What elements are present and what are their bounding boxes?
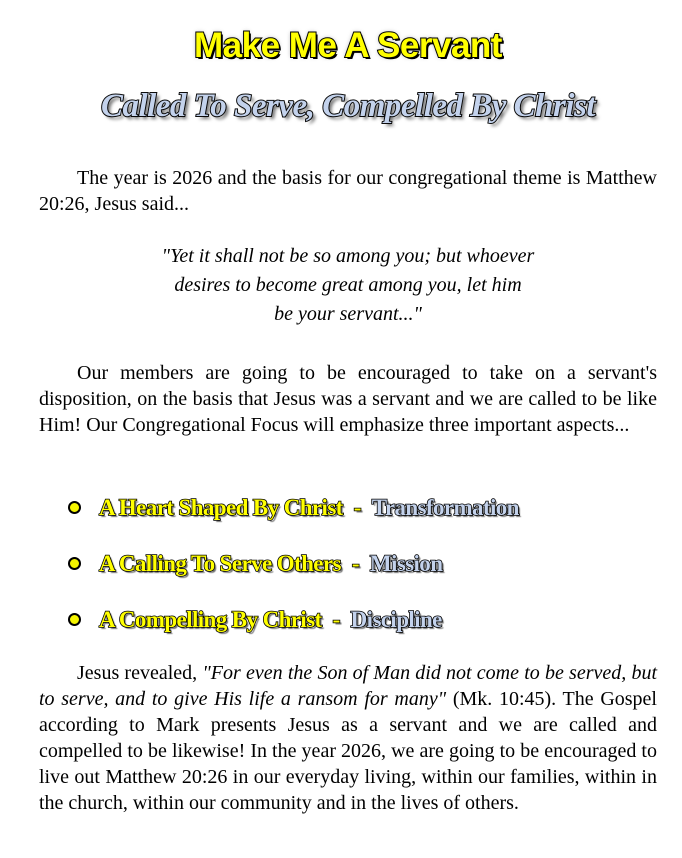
focus-list [39,486,657,654]
focus-separator: - [332,607,340,632]
closing-quote: "For even the Son of Man did not come to be served, but to serve, and to give His life a ransom for many" [39,662,658,710]
focus-item-text [99,486,519,530]
members-text: Our members are going to be encouraged to take on a servant's disposition, on the basis that Jesus was a servant and we are called to be like Him! Our Congregational Focus will emphasize three important aspects... [39,362,657,436]
page-title: Make Me A Servant [194,26,502,65]
focus-separator: - [353,495,361,520]
closing-rest: (Mk. 10:45). The Gospel according to Mark presents Jesus as a servant and we are called and compelled to be likewise! In the year 2026, we are going to be encouraged to live out Matthew 20:26 in our everyday living, within our families, within in the church, within our community and in the lives of others. [39,688,657,814]
scripture-quote-line: "Yet it shall not be so among you; but whoever [161,245,535,267]
bullet-icon [68,557,81,570]
focus-aspect: A Calling To Serve Others [99,551,341,576]
scripture-quote-line: desires to become great among you, let him [174,274,522,296]
focus-keyword: Transformation [371,495,519,520]
closing-paragraph [39,660,657,816]
scripture-quote [39,242,657,329]
focus-item-text [99,598,442,642]
focus-aspect: A Compelling By Christ [99,607,322,632]
intro-text: The year is 2026 and the basis for our congregational theme is Matthew 20:26, Jesus said... [39,167,657,215]
focus-item-text [99,542,442,586]
focus-item-transformation [39,486,657,542]
focus-item-mission [39,542,657,598]
members-paragraph [39,360,657,438]
closing-lead: Jesus revealed, [77,662,203,684]
bullet-icon [68,501,81,514]
page-subtitle: Called To Serve, Compelled By Christ [100,88,596,124]
focus-separator: - [351,551,359,576]
focus-aspect: A Heart Shaped By Christ [99,495,343,520]
focus-keyword: Mission [369,551,443,576]
intro-paragraph [39,165,657,217]
bullet-icon [68,613,81,626]
scripture-quote-line: be your servant..." [274,303,422,325]
focus-item-discipline [39,598,657,654]
focus-keyword: Discipline [350,607,442,632]
